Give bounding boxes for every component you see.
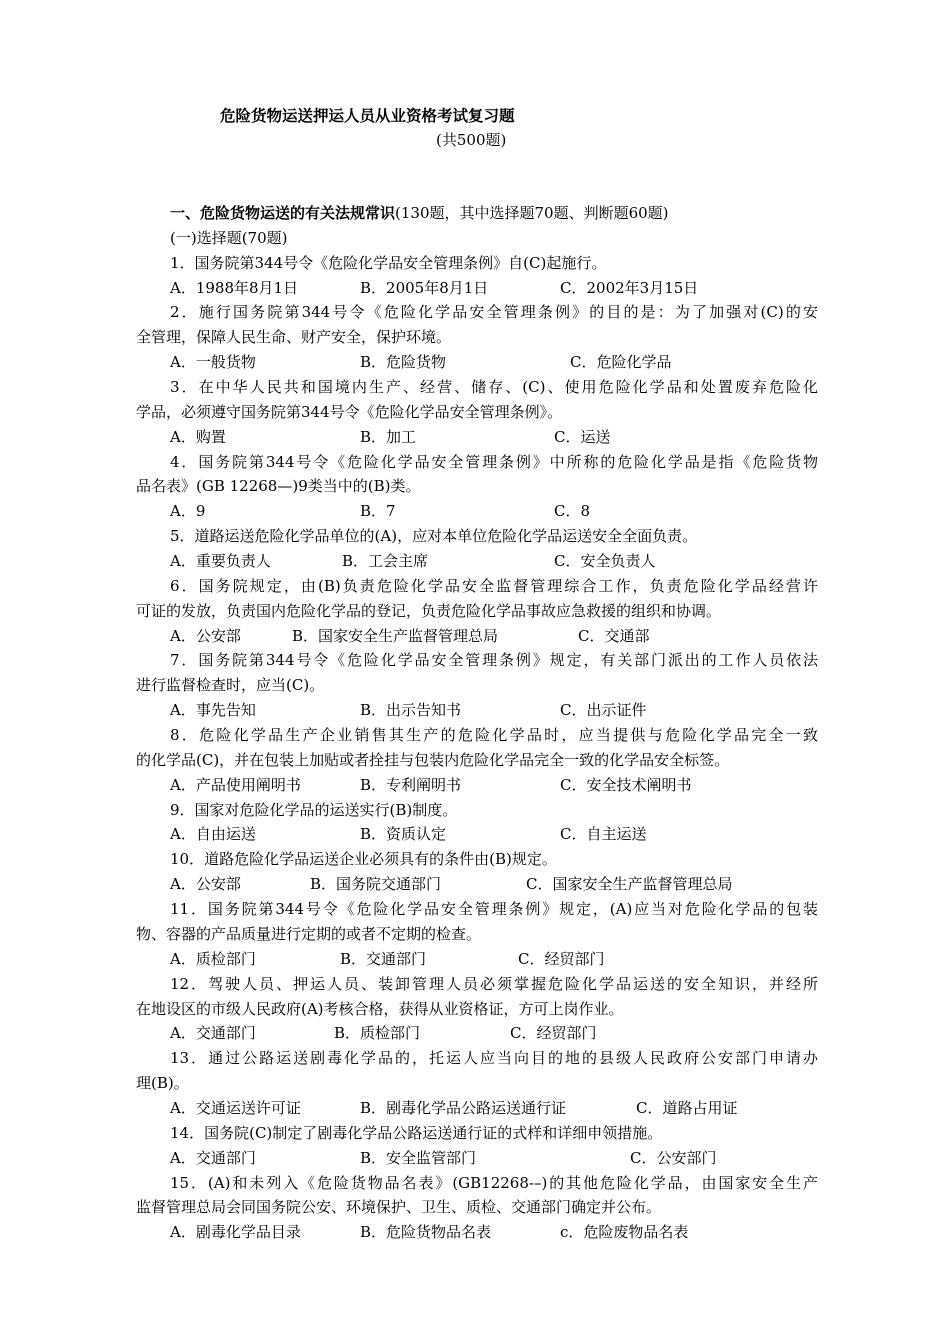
section-heading-title: 一、危险货物运送的有关法规常识 bbox=[170, 204, 396, 222]
answer-options bbox=[136, 1220, 818, 1245]
question-text: 14．国务院(C)制定了剧毒化学品公路运送通行证的式样和详细申领措施。 bbox=[170, 1123, 663, 1142]
answer-option: A．9 bbox=[170, 502, 206, 521]
question-text-continued: 全管理，保障人民生命、财产安全，保护环境。 bbox=[136, 328, 452, 347]
answer-option: A．公安部 bbox=[170, 875, 241, 894]
question-text-continued: 进行监督检查时，应当(C)。 bbox=[136, 676, 325, 695]
answer-options bbox=[136, 773, 818, 798]
question-text: 6．国务院规定，由(B)负责危险化学品安全监督管理综合工作，负责危险化学品经营许 bbox=[170, 576, 818, 595]
question-item bbox=[136, 897, 818, 972]
answer-option: A．剧毒化学品目录 bbox=[170, 1223, 301, 1242]
answer-option: C．安全技术阐明书 bbox=[560, 775, 692, 794]
answer-option: A．一般货物 bbox=[170, 353, 256, 372]
answer-options bbox=[136, 698, 818, 723]
question-item bbox=[136, 1046, 818, 1121]
question-item bbox=[136, 847, 818, 897]
section-subheading: (一)选择题(70题) bbox=[170, 228, 288, 247]
answer-option: B．国务院交通部门 bbox=[310, 875, 442, 894]
answer-option: A．产品使用阐明书 bbox=[170, 775, 301, 794]
answer-option: C．自主运送 bbox=[560, 825, 647, 844]
answer-option: B．国家安全生产监督管理总局 bbox=[292, 626, 499, 645]
answer-options bbox=[136, 350, 818, 375]
question-text-continued: 监督管理总局会同国务院公安、环境保护、卫生、质检、交通部门确定并公布。 bbox=[136, 1198, 662, 1217]
question-list bbox=[136, 251, 818, 1245]
question-text: 13．通过公路运送剧毒化学品的，托运人应当向目的地的县级人民政府公安部门申请办 bbox=[170, 1049, 818, 1068]
question-text: 11．国务院第344号令《危险化学品安全管理条例》规定，(A)应当对危险化学品的包装 bbox=[170, 900, 818, 919]
answer-option: C．安全负责人 bbox=[554, 552, 656, 571]
answer-options bbox=[136, 1096, 818, 1121]
answer-option: C．8 bbox=[554, 502, 591, 521]
answer-option: B．危险货物 bbox=[360, 353, 447, 372]
answer-option: B．2005年8月1日 bbox=[360, 278, 489, 297]
answer-options bbox=[136, 822, 818, 847]
question-text: 5．道路运送危险化学品单位的(A)，应对本单位危险化学品运送安全全面负责。 bbox=[170, 527, 698, 546]
answer-option: A．1988年8月1日 bbox=[170, 278, 299, 297]
answer-option: B．专利阐明书 bbox=[360, 775, 462, 794]
answer-option: B．交通部门 bbox=[340, 949, 427, 968]
answer-options bbox=[136, 1146, 818, 1171]
answer-options bbox=[136, 872, 818, 897]
section-heading bbox=[136, 201, 818, 226]
answer-option: A．购置 bbox=[170, 427, 226, 446]
question-text-continued: 的化学品(C)，并在包装上加贴或者拴挂与包装内危险化学品完全一致的化学品安全标签。 bbox=[136, 750, 730, 769]
question-text: 1．国务院第344号令《危险化学品安全管理条例》自(C)起施行。 bbox=[170, 253, 607, 272]
answer-option: C．公安部门 bbox=[630, 1148, 717, 1167]
answer-options bbox=[136, 624, 818, 649]
question-item bbox=[136, 524, 818, 574]
question-text: 10．道路危险化学品运送企业必须具有的条件由(B)规定。 bbox=[170, 850, 557, 869]
question-text: 7．国务院第344号令《危险化学品安全管理条例》规定，有关部门派出的工作人员依法 bbox=[170, 651, 818, 670]
answer-option: c．危险废物品名表 bbox=[560, 1223, 689, 1242]
answer-option: A．交通运送许可证 bbox=[170, 1098, 301, 1117]
question-item bbox=[136, 375, 818, 450]
answer-option: C．交通部 bbox=[578, 626, 650, 645]
question-text: 8．危险化学品生产企业销售其生产的危险化学品时，应当提供与危险化学品完全一致 bbox=[170, 726, 818, 745]
answer-option: C．2002年3月15日 bbox=[560, 278, 699, 297]
answer-option: C．经贸部门 bbox=[510, 1024, 597, 1043]
answer-option: B．安全监管部门 bbox=[360, 1148, 477, 1167]
question-item bbox=[136, 972, 818, 1047]
document-title: 危险货物运送押运人员从业资格考试复习题 bbox=[220, 107, 515, 125]
answer-option: A．质检部门 bbox=[170, 949, 256, 968]
answer-option: A．重要负责人 bbox=[170, 552, 271, 571]
answer-option: C．经贸部门 bbox=[518, 949, 605, 968]
question-text-continued: 学品，必须遵守国务院第344号令《危险化学品安全管理条例》。 bbox=[136, 402, 563, 421]
question-text-continued: 在地设区的市级人民政府(A)考核合格，获得从业资格证，方可上岗作业。 bbox=[136, 999, 624, 1018]
question-item bbox=[136, 723, 818, 798]
answer-option: A．自由运送 bbox=[170, 825, 256, 844]
question-text: 15．(A)和未列入《危险货物品名表》(GB12268-–)的其他危险化学品，由国家安全生产 bbox=[170, 1173, 818, 1192]
question-item bbox=[136, 648, 818, 723]
question-text-continued: 可证的发放，负责国内危险化学品的登记，负责危险化学品事故应急救援的组织和协调。 bbox=[136, 601, 722, 620]
answer-options bbox=[136, 1021, 818, 1046]
answer-option: B．剧毒化学品公路运送通行证 bbox=[360, 1098, 567, 1117]
question-text: 12．驾驶人员、押运人员、装卸管理人员必须掌握危险化学品运送的安全知识，并经所 bbox=[170, 974, 818, 993]
answer-option: C．道路占用证 bbox=[636, 1098, 738, 1117]
answer-options bbox=[136, 549, 818, 574]
question-text: 3．在中华人民共和国境内生产、经营、储存、(C)、使用危险化学品和处置废弃危险化 bbox=[170, 378, 818, 397]
answer-options bbox=[136, 425, 818, 450]
document-body bbox=[136, 201, 818, 1245]
answer-option: A．交通部门 bbox=[170, 1024, 256, 1043]
question-item bbox=[136, 798, 818, 848]
question-text-continued: 理(B)。 bbox=[136, 1074, 189, 1093]
section-heading-note: (130题，其中选择题70题、判断题60题) bbox=[395, 204, 669, 222]
question-text: 9．国家对危险化学品的运送实行(B)制度。 bbox=[170, 800, 458, 819]
question-text: 2．施行国务院第344号令《危险化学品安全管理条例》的目的是：为了加强对(C)的安 bbox=[170, 303, 818, 322]
answer-option: A．公安部 bbox=[170, 626, 241, 645]
document-subtitle: (共500题) bbox=[436, 131, 507, 149]
question-text: 4．国务院第344号令《危险化学品安全管理条例》中所称的危险化学品是指《危险货物 bbox=[170, 452, 818, 471]
answer-option: B．工会主席 bbox=[342, 552, 429, 571]
question-item bbox=[136, 300, 818, 375]
answer-option: C．国家安全生产监督管理总局 bbox=[526, 875, 733, 894]
answer-option: C．危险化学品 bbox=[570, 353, 672, 372]
answer-options bbox=[136, 947, 818, 972]
answer-option: B．质检部门 bbox=[334, 1024, 421, 1043]
question-item bbox=[136, 450, 818, 525]
answer-option: C．出示证件 bbox=[560, 701, 647, 720]
answer-option: B．资质认定 bbox=[360, 825, 447, 844]
answer-option: B．加工 bbox=[360, 427, 417, 446]
question-text-continued: 品名表》(GB 12268—)9类当中的(B)类。 bbox=[136, 477, 421, 496]
answer-option: B．危险货物品名表 bbox=[360, 1223, 492, 1242]
answer-option: C．运送 bbox=[554, 427, 611, 446]
answer-option: A．交通部门 bbox=[170, 1148, 256, 1167]
answer-options bbox=[136, 499, 818, 524]
question-item bbox=[136, 574, 818, 649]
answer-option: A．事先告知 bbox=[170, 701, 256, 720]
question-item bbox=[136, 1121, 818, 1171]
answer-option: B．7 bbox=[360, 502, 396, 521]
answer-option: B．出示告知书 bbox=[360, 701, 462, 720]
question-text-continued: 物、容器的产品质量进行定期的或者不定期的检查。 bbox=[136, 924, 482, 943]
question-item bbox=[136, 251, 818, 301]
question-item bbox=[136, 1171, 818, 1246]
answer-options bbox=[136, 276, 818, 301]
